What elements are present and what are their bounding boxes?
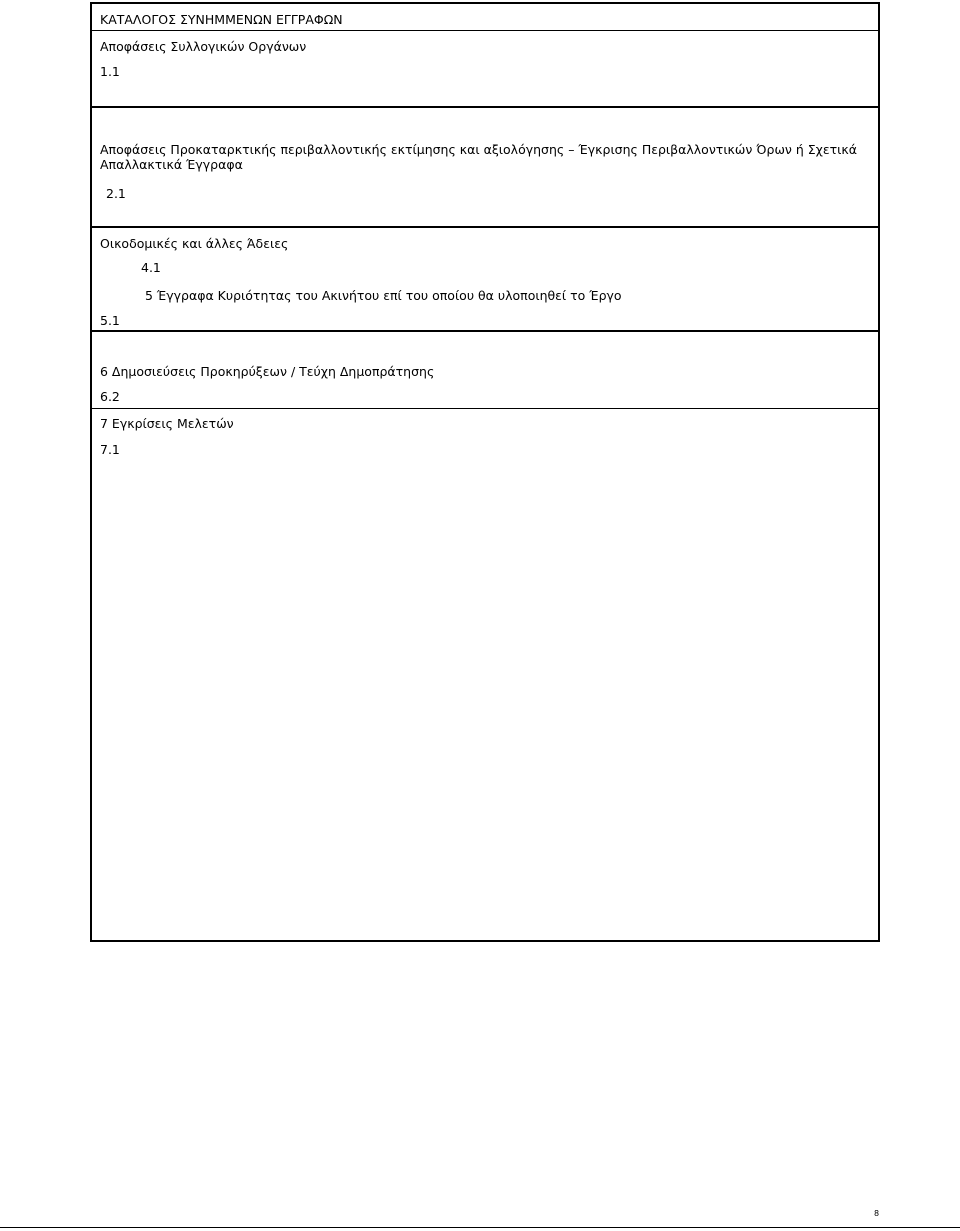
section-7-item: 7.1 [100,442,120,457]
section-1-heading: Αποφάσεις Συλλογικών Οργάνων [100,39,307,54]
section-2-item: 2.1 [106,186,126,201]
section-6-heading: 6 Δημοσιεύσεις Προκηρύξεων / Τεύχη Δημοπράτησης [100,364,435,379]
section-4-heading: Οικοδομικές και άλλες Άδειες [100,236,289,251]
divider [92,30,878,31]
document-title: ΚΑΤΑΛΟΓΟΣ ΣΥΝΗΜΜΕΝΩΝ ΕΓΓΡΑΦΩΝ [100,12,343,27]
section-4-item: 4.1 [141,260,161,275]
page-number: 8 [874,1209,880,1218]
divider [92,226,878,228]
divider [92,408,878,409]
section-5-item: 5.1 [100,313,120,328]
footer-rule [0,1227,960,1228]
section-5-heading: 5 Έγγραφα Κυριότητας του Ακινήτου επί του οποίου θα υλοποιηθεί το Έργο [145,288,622,303]
section-7-heading: 7 Εγκρίσεις Μελετών [100,416,234,431]
divider [92,106,878,108]
section-1-item: 1.1 [100,64,120,79]
section-6-item: 6.2 [100,389,120,404]
section-2-heading: Αποφάσεις Προκαταρκτικής περιβαλλοντικής εκτίμησης και αξιολόγησης – Έγκρισης Περιβαλλοντικών Όρων ή Σχετικά Απαλλακτικά Έγγραφα [100,142,857,172]
divider [92,330,878,332]
attachments-table [90,2,880,942]
